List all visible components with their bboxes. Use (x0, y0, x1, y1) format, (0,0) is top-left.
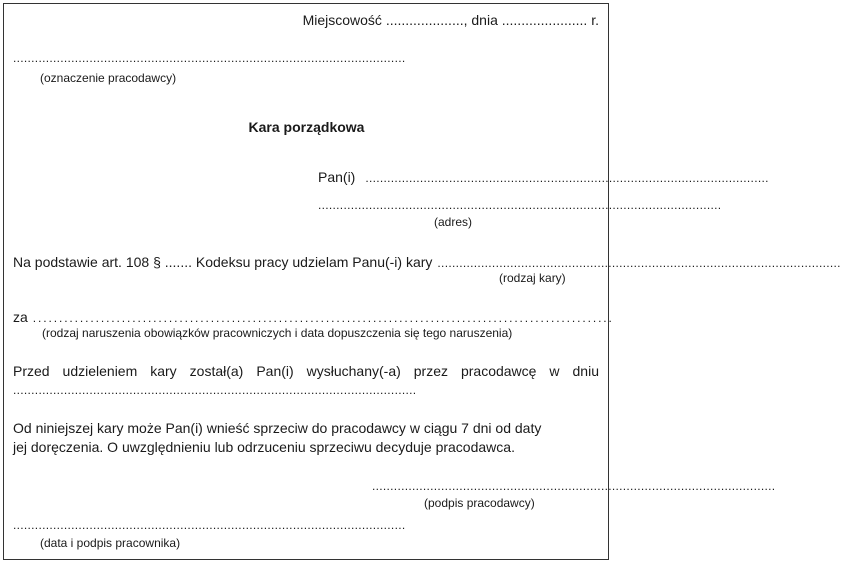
hearing-date-dots: ............................................................................................................... (13, 383, 417, 397)
basis-row (13, 254, 841, 270)
place-date-line: Miejscowość ...................., dnia ...................... r. (302, 12, 599, 28)
reason-label: za (13, 309, 28, 325)
recipient-name-dots: ............................................................................................................... (365, 171, 769, 185)
reason-caption: (rodzaj naruszenia obowiązków pracowniczych i data dopuszczenia się tego naruszenia) (42, 326, 513, 340)
employer-caption: (oznaczenie pracodawcy) (40, 71, 177, 85)
basis-text: Na podstawie art. 108 § ....... Kodeksu pracy udzielam Panu(-i) kary (13, 254, 433, 270)
recipient-label: Pan(i) (318, 169, 356, 185)
employer-signature-dots: ............................................................................................................... (372, 479, 776, 493)
reason-dots: ............................................................................................................... (32, 311, 614, 325)
penalty-type-caption: (rodzaj kary) (499, 271, 566, 285)
appeal-line-2: jej doręczenia. O uwzględnieniu lub odrzuceniu sprzeciwu decyduje pracodawca. (13, 439, 515, 455)
document-title: Kara porządkowa (248, 119, 365, 135)
reason-row (13, 309, 614, 325)
employee-signature-dots: ............................................................................................................ (13, 518, 406, 532)
hearing-text: Przed udzieleniem kary został(a) Pan(i) wysłuchany(-a) przez pracodawcę w dniu (13, 363, 599, 379)
employee-signature-caption: (data i podpis pracownika) (40, 536, 181, 550)
appeal-line-1: Od niniejszej kary może Pan(i) wnieść sprzeciw do pracodawcy w ciągu 7 dni od daty (13, 420, 542, 436)
employer-dots: ............................................................................................................ (13, 51, 406, 65)
employer-signature-caption: (podpis pracodawcy) (424, 496, 535, 510)
penalty-type-dots: ............................................................................................................... (437, 256, 841, 270)
recipient-address-dots: ............................................................................................................... (318, 198, 722, 212)
address-caption: (adres) (434, 215, 473, 229)
recipient-row (318, 169, 769, 185)
